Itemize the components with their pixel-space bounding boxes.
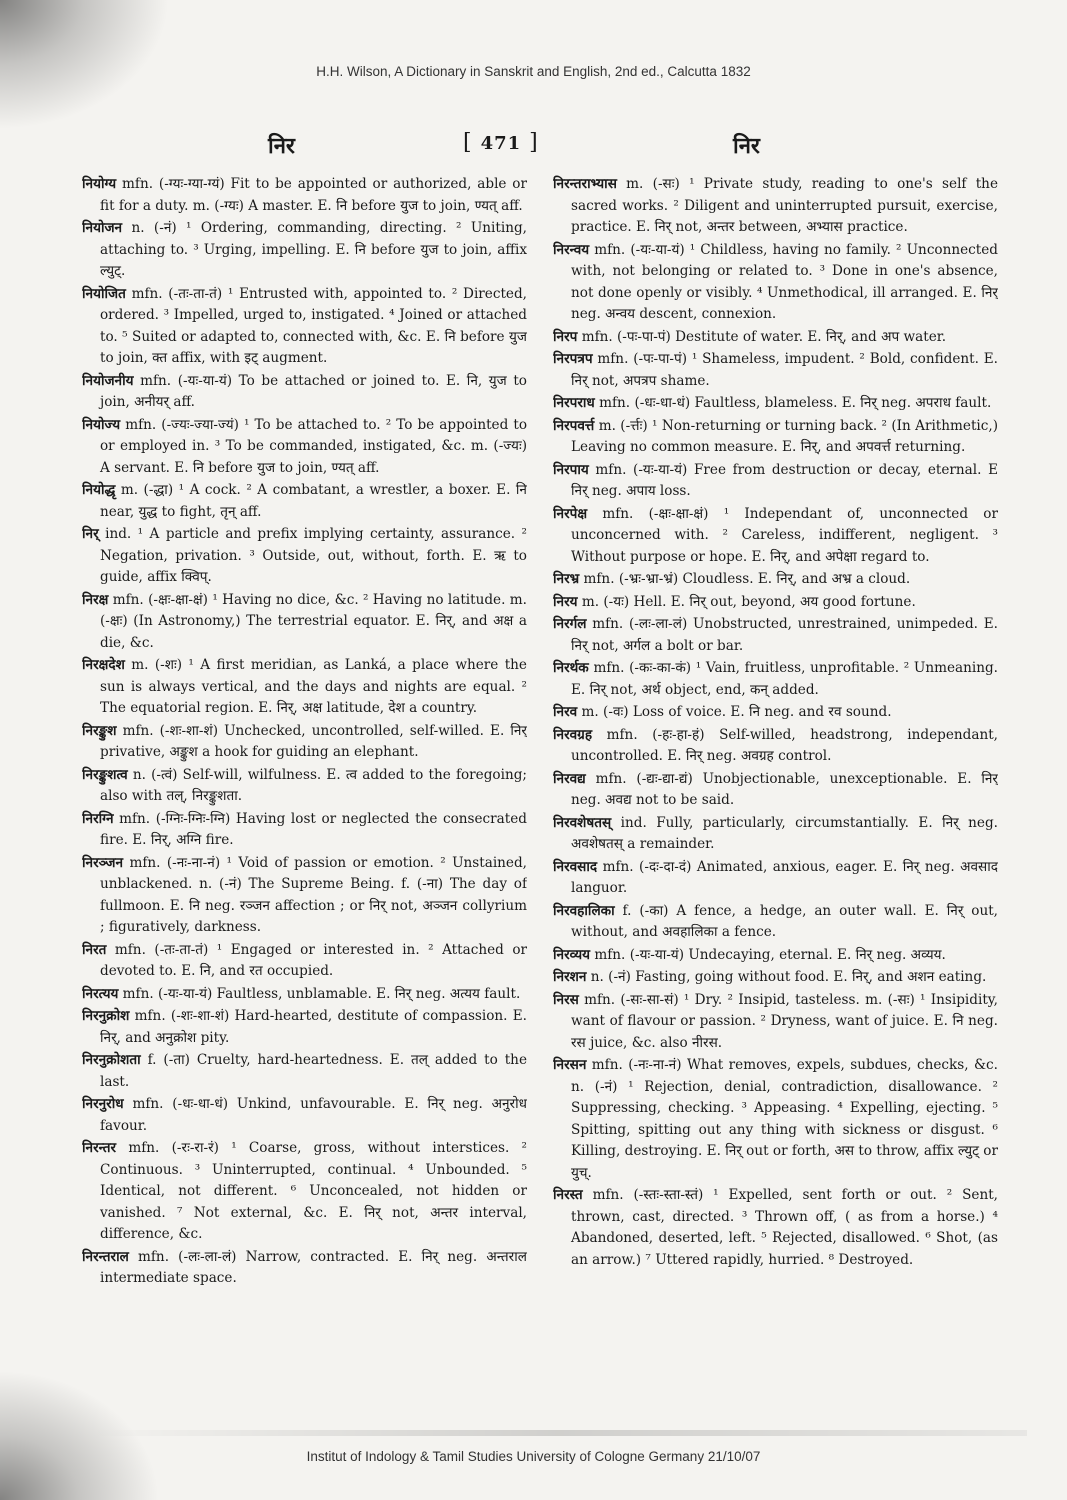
entry-definition: mfn. (-क्षः-क्षा-क्षं) ¹ Having no dice, &c. ² Having no latitude. m. (-क्षः) (In Astronomy,) The terrestrial equator. E. निर्, and अक्ष a die, &c. [100,591,527,651]
entry-definition: m. (-सः) ¹ Private study, reading to one's self the sacred works. ² Diligent and uninterrupted pursuit, exercise, practice. E. निर् not, अन्तर between, अभ्यास practice. [571,176,998,235]
entry-headword: निरक्ष [82,591,109,608]
entry-definition: ind. ¹ A particle and prefix implying certainty, assurance. ² Negation, privation. ³ Outside, out, without, forth. E. ऋ to guide, affix क्विप्. [100,526,527,585]
dictionary-entry [82,218,527,283]
dictionary-entry [553,174,998,239]
source-citation: H.H. Wilson, A Dictionary in Sanskrit and English, 2nd ed., Calcutta 1832 [316,64,751,79]
dictionary-entry [82,590,527,655]
entry-definition: mfn. (-शः-शा-शं) Hard-hearted, destitute of compassion. E. निर्, and अनुक्रोश pity. [100,1008,527,1046]
dictionary-entry [82,1247,527,1290]
dictionary-entry [553,504,998,569]
dictionary-entry [82,984,527,1006]
entry-definition: m. (-शः) ¹ A first meridian, as Lanká, a place where the sun is always vertical, and the days and nights are equal. ² The equatorial region. E. निर्, अक्ष latitude, देश a country. [100,657,527,716]
entry-headword: निरर्थक [553,660,589,676]
entry-headword: निरनुरोध [82,1096,124,1112]
entry-definition: mfn. (-स्तः-स्ता-स्तं) ¹ Expelled, sent forth or out. ² Sent, thrown, cast, directed. ³ Thrown off, ( as from a horse.) ⁴ Abandoned, deserted, left. ⁵ Rejected, disallowed. ⁶ Shot, (as an arrow.) ⁷ Uttered rapidly, hurried. ⁸ Destroyed. [571,1187,998,1268]
entry-headword: निरपराध [553,395,595,411]
entry-definition: mfn. (-यः-या-यं) Faultless, unblamable. E. निर् neg. अत्यय fault. [122,985,521,1002]
dictionary-entry [82,1138,527,1246]
dictionary-entry [553,901,998,944]
entry-definition: m. (-द्धा) ¹ A cock. ² A combatant, a wrestler, a boxer. E. नि near, युद्ध to fight, तृन् aff. [100,482,527,520]
entry-headword: निरवशेषतस् [553,814,612,831]
entry-definition: mfn. (-नः-ना-नं) What removes, expels, subdues, checks, &c. n. (-नं) ¹ Rejection, denial, contradiction, disallowance. ² Suppressing, checking. ³ Appeasing. ⁴ Expelling, ejecting. ⁵ Spitting, spitting out any thing with sickness or disgust. ⁶ Killing, destroying. E. निर् out or forth, अस to throw, affix ल्युट् or युच्. [571,1057,998,1181]
dictionary-entry [82,809,527,852]
entry-headword: निरपेक्ष [553,505,588,522]
dictionary-entry [553,702,998,724]
entry-definition: n. (-नं) ¹ Ordering, commanding, directing. ² Uniting, attaching to. ³ Urging, impelling. E. नि before युज to join, affix ल्युट्. [100,220,527,279]
entry-headword: निरनुक्रोश [82,1008,130,1024]
entry-definition: mfn. (-शः-शा-शं) Unchecked, uncontrolled, self-willed. E. निर् privative, अङ्कुश a hook for guiding an elephant. [100,722,527,760]
entry-headword: निर् [82,526,99,542]
entry-headword: निरभ्र [553,571,580,587]
dictionary-entry [82,1050,527,1093]
dictionary-entry [82,174,527,217]
entry-headword: नियोजित [82,285,126,302]
page-number-value: 471 [480,133,522,154]
dictionary-entry [82,480,527,523]
dictionary-entry [553,769,998,812]
entry-headword: नियोग्य [82,176,117,192]
entry-definition: m. (-वः) Loss of voice. E. नि neg. and रव sound. [581,704,892,720]
dictionary-entry [553,725,998,768]
dictionary-entry [82,524,527,589]
entry-headword: निरनुक्रोशता [82,1052,141,1068]
entry-definition: mfn. (-यः-या-यं) ¹ Childless, having no family. ² Unconnected with, not belonging or related to. ³ Done in one's absence, not done openly or visibly. ⁴ Unmethodical, ill arranged. E. निर् neg. अन्वय descent, connexion. [571,241,998,322]
entry-definition: mfn. (-लः-ला-लं) Unobstructed, unrestrained, unimpeded. E. निर् not, अर्गल a bolt or bar. [571,616,998,654]
dictionary-entry [82,655,527,720]
dictionary-entry [82,721,527,764]
entry-definition: mfn. (-रः-रा-रं) ¹ Coarse, gross, without interstices. ² Continuous. ³ Uninterrupted, continual. ⁴ Unbounded. ⁵ Identical, not different. ⁶ Unconcealed, not hidden or vanished. ⁷ Not external, &c. E. निर् not, अन्तर interval, difference, &c. [100,1140,527,1242]
entry-definition: ind. Fully, particularly, circumstantially. E. निर् neg. अवशेषतस् a remainder. [571,814,998,852]
dictionary-entry [553,813,998,856]
dictionary-entry [82,1006,527,1049]
entry-definition: m. (-यः) Hell. E. निर् out, beyond, अय good fortune. [581,593,916,610]
entry-headword: निरस [553,991,579,1008]
entry-headword: निरवद्य [553,770,586,787]
entry-definition: mfn. (-धः-धा-धं) Unkind, unfavourable. E. निर् neg. अनुरोध favour. [100,1096,527,1134]
entry-headword: निरपवर्त्त [553,417,595,434]
entry-headword: निरपाय [553,461,589,478]
entry-headword: नियोद्धृ [82,482,116,498]
dictionary-entry [553,1185,998,1271]
entry-definition: mfn. (-तः-ता-तं) ¹ Engaged or interested in. ² Attached or devoted to. E. नि, and रत occupied. [100,941,527,979]
entry-definition: mfn. (-ग्निः-ग्निः-ग्नि) Having lost or neglected the consecrated fire. E. निर्, अग्नि fire. [100,810,527,848]
entry-headword: निरय [553,593,578,610]
dictionary-entry [553,416,998,459]
entry-definition: mfn. (-धः-धा-धं) Faultless, blameless. E. निर् neg. अपराध fault. [599,395,992,411]
entry-definition: mfn. (-दः-दा-दं) Animated, anxious, eager. E. निर् neg. अवसाद languor. [571,858,998,896]
dictionary-entry [553,349,998,392]
entry-headword: निरक्षदेश [82,657,125,673]
entry-definition: mfn. (-नः-ना-नं) ¹ Void of passion or emotion. ² Unstained, unblackened. n. (-नं) The Supreme Being. f. (-ना) The day of fullmoon. E. नि neg. रञ्जन affection ; or निर् not, अञ्जन collyrium ; figuratively, darkness. [100,854,527,935]
entry-definition: mfn. (-पः-पा-पं) ¹ Shameless, impudent. ² Bold, confident. E. निर् not, अपत्रप shame. [571,351,998,389]
dictionary-entry [82,1094,527,1137]
entry-definition: mfn. (-द्यः-द्या-द्यं) Unobjectionable, unexceptionable. E. निर् neg. अवद्य not to be said. [571,770,998,808]
left-column [82,174,527,1389]
entry-definition: mfn. (-ज्यः-ज्या-ज्यं) ¹ To be attached to. ² To be appointed to or employed in. ³ To be commanded, instigated, &c. m. (-ज्यः) A servant. E. नि before युज to join, ण्यत् aff. [100,416,527,476]
entry-definition: mfn. (-कः-का-कं) ¹ Vain, fruitless, unprofitable. ² Unmeaning. E. निर् not, अर्थ object, end, कन् added. [571,660,998,698]
right-column [553,174,998,1389]
dictionary-entry [553,240,998,326]
entry-definition: mfn. (-भ्रः-भ्रा-भ्रं) Cloudless. E. निर्, and अभ्र a cloud. [583,571,911,587]
page-number: [ 471 ] [463,130,539,155]
entry-headword: निरत [82,941,107,958]
entry-headword: निरशन [553,969,587,985]
entry-headword: निरन्वय [553,241,590,258]
entry-definition: mfn. (-हः-हा-हं) Self-willed, headstrong, independant, uncontrolled. E. निर् neg. अवग्रह control. [571,726,998,764]
entry-headword: निरग्नि [82,810,114,827]
entry-headword: निरप [553,328,578,345]
entry-headword: निरपत्रप [553,351,593,367]
entry-headword: निरसन [553,1057,587,1073]
dictionary-entry [553,945,998,967]
entry-definition: f. (-का) A fence, a hedge, an outer wall. E. निर् out, without, and अवहालिका a fence. [571,902,998,940]
entry-headword: निरङ्कुशत्व [82,766,128,783]
entry-headword: निरञ्जन [82,854,124,871]
entry-definition: mfn. (-क्षः-क्षा-क्षं) ¹ Independant of, unconnected or unconcerned with. ² Careless, indifferent, negligent. ³ Without purpose or hope. E. निर्, and अपेक्षा regard to. [571,505,998,565]
entry-definition: mfn. (-ग्यः-ग्या-ग्यं) Fit to be appointed or authorized, able or fit for a duty. m. (-ग्यः) A master. E. नि before युज to join, ण्यत् aff. [100,176,527,214]
scan-page-edge [90,1430,1027,1436]
entry-headword: नियोजनीय [82,372,134,389]
running-head-right: निर [733,133,760,159]
entry-definition: mfn. (-सः-सा-सं) ¹ Dry. ² Insipid, tasteless. m. (-सः) ¹ Insipidity, want of flavour or passion. ² Dryness, want of juice. E. नि neg. रस juice, &c. also नीरस. [571,991,998,1051]
entry-headword: नियोजन [82,220,123,236]
entry-headword: निरस्त [553,1187,583,1203]
entry-definition: mfn. (-पः-पा-पं) Destitute of water. E. निर्, and अप water. [581,328,947,345]
entry-headword: निरत्यय [82,985,119,1002]
dictionary-entry [553,569,998,591]
entry-headword: निरन्तराभ्यास [553,176,617,192]
dictionary-entry [553,658,998,701]
entry-headword: नियोज्य [82,416,121,433]
dictionary-entry [553,990,998,1055]
entry-headword: निरन्तराल [82,1248,129,1265]
entry-headword: निरङ्कुश [82,722,117,739]
dictionary-entry [553,393,998,415]
entry-headword: निरवग्रह [553,726,593,743]
dictionary-entry [82,371,527,414]
dictionary-entry [82,853,527,939]
entry-definition: m. (-र्त्तः) ¹ Non-returning or turning back. ² (In Arithmetic,) Leaving no common measure. E. निर्, and अपवर्त्त returning. [571,417,998,455]
dictionary-entry [553,967,998,989]
entry-definition: mfn. (-यः-या-यं) To be attached or joined to. E. नि, युज to join, अनीयर् aff. [100,372,527,410]
entry-definition: f. (-ता) Cruelty, hard-heartedness. E. तल् added to the last. [100,1052,527,1090]
entry-headword: निरवहालिका [553,902,615,919]
dictionary-entry [82,415,527,480]
entry-headword: निरर्गल [553,616,587,632]
dictionary-entry [82,284,527,370]
dictionary-entry [553,857,998,900]
entry-headword: निरव्यय [553,946,591,963]
dictionary-entry [82,940,527,983]
running-head-left: निर [268,133,295,159]
dictionary-entry [553,460,998,503]
entry-definition: mfn. (-लः-ला-लं) Narrow, contracted. E. निर् neg. अन्तराल intermediate space. [100,1248,527,1286]
entry-headword: निरवसाद [553,858,598,875]
entry-headword: निरव [553,704,578,720]
entry-definition: mfn. (-तः-ता-तं) ¹ Entrusted with, appointed to. ² Directed, ordered. ³ Impelled, urged to, instigated. ⁴ Joined or attached to. ⁵ Suited or adapted to, connected with, &c. E. नि before युज to join, क्त affix, with इट् augment. [100,285,527,366]
dictionary-entry [553,614,998,657]
dictionary-entry [553,592,998,614]
dictionary-entry [553,327,998,349]
entry-definition: mfn. (-यः-या-यं) Undecaying, eternal. E. निर् neg. अव्यय. [594,946,946,963]
dictionary-entry [82,765,527,808]
entry-headword: निरन्तर [82,1140,117,1156]
entry-definition: mfn. (-यः-या-यं) Free from destruction or decay, eternal. E निर् neg. अपाय loss. [571,461,998,499]
entry-definition: n. (-नं) Fasting, going without food. E. निर्, and अशन eating. [590,969,987,985]
dictionary-entry [553,1055,998,1184]
footer-credit: Institut of Indology & Tamil Studies University of Cologne Germany 21/10/07 [306,1449,761,1464]
entry-definition: n. (-त्वं) Self-will, wilfulness. E. त्व added to the foregoing; also with तल्, निरङ्कुशता. [100,766,527,804]
